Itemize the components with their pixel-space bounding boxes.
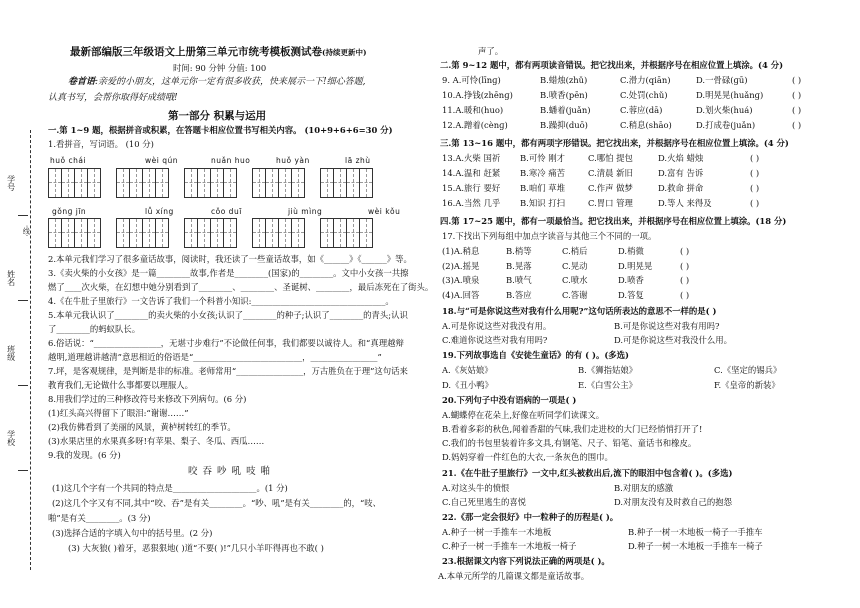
q19-option-d[interactable]: D.《丑小鸭》 [442, 380, 493, 390]
q9-title: 9.我的发现。(6 分) [48, 450, 121, 460]
choice-c[interactable]: C.胃口 管理 [588, 198, 633, 208]
section2-heading: 二.第 9~12 题中，都有两项读音错误。把它找出来，并根据序号在相应位置上填涂。(4 分) [440, 60, 784, 70]
choice-d[interactable]: D.喷香 [618, 275, 644, 285]
q22-option-b[interactable]: B.种子一树一木地板一椅子一手推车 [628, 527, 763, 537]
q1-pinyin-6: gǒnɡ jīn [52, 207, 87, 216]
exam-meta: 时间: 90 分钟 分值: 100 [173, 63, 267, 73]
choice-a[interactable]: 12.A.蹭着(cènɡ) [442, 120, 508, 130]
choice-d[interactable]: D.等人 来得及 [658, 198, 712, 208]
choice-d[interactable]: D.一骨碌(ɡū) [696, 75, 748, 85]
q21-option-c[interactable]: C.自己死里逃生的喜悦 [442, 497, 527, 507]
choice-row [442, 105, 852, 120]
choice-b[interactable]: B.躁抑(duō) [540, 120, 588, 130]
choice-row [442, 198, 852, 213]
choice-row [442, 168, 852, 183]
choice-b[interactable]: B.可怜 刚才 [520, 153, 565, 163]
choice-b[interactable]: B.晃落 [506, 260, 532, 271]
choice-row [442, 120, 852, 135]
writing-grid[interactable] [184, 168, 237, 198]
q19-title: 19.下列故事选自《安徒生童话》的有 ( )。(多选) [442, 350, 630, 360]
q1-pinyin-9: jiù mìng [288, 207, 323, 216]
choice-d[interactable]: D.梢微 [618, 246, 644, 256]
q18-option-c[interactable]: C.难道你说这些对我有用吗? [442, 335, 548, 345]
q2-line: 2.本单元我们学习了很多童话故事，阅读时，我还读了一些童话故事，如《______》《______》等。 [48, 254, 412, 264]
choice-a[interactable]: 13.A.火柴 国祈 [442, 153, 501, 163]
choice-c[interactable]: C.处罚(chǔ) [620, 90, 668, 100]
q21-title: 21.《在牛肚子里旅行》一文中,红头被救出后,流下的眼泪中包含着( )。(多选) [442, 468, 733, 478]
choice-d[interactable]: D.打成卷(juǎn) [696, 120, 756, 130]
q20-option-a[interactable]: A.蝴蝶停在花朵上,好像在听同学们读课文。 [442, 410, 605, 420]
choice-b[interactable]: B.蜡烛(zhǔ) [540, 75, 588, 85]
q20-option-d[interactable]: D.妈妈穿着一件红色的大衣,一条灰色的围巾。 [442, 452, 613, 462]
choice-b[interactable]: B.寒冷 痛苦 [520, 168, 565, 178]
binding-label-name: 姓名 [6, 270, 16, 286]
choice-c[interactable]: C.梢后 [562, 246, 588, 256]
choice-c[interactable]: C.作声 做梦 [588, 183, 633, 193]
answer-bracket[interactable]: ( ) [680, 275, 690, 285]
choice-a[interactable]: 9. A.可怜(līnɡ) [442, 75, 501, 85]
q17-title: 17.下找出下列每组中加点字读音与其他三个不同的一项。 [442, 231, 657, 241]
choice-a[interactable]: (2)A.摇晃 [442, 260, 480, 271]
preface-text-1: :亲爱的小朋友，这单元你一定有很多收获，快来展示一下!细心答题, [95, 77, 366, 87]
binding-dashed-line [30, 130, 31, 570]
q5-line-2: 了________的蚂蚁队长。 [48, 324, 141, 334]
q4-line: 4.《在牛肚子里旅行》一文告诉了我们一个科普小知识:________________________________。 [48, 296, 394, 306]
section1-heading: 一.第 1~9 题，根据拼音或积累，在答题卡相应位置书写相关内容。 (10+9+6+6=30 分) [48, 125, 393, 135]
choice-c[interactable]: C.答谢 [562, 289, 588, 300]
q18-option-d[interactable]: D.可是你说这些对我没什么用。 [614, 335, 732, 345]
choice-row [442, 75, 852, 90]
choice-row [442, 90, 852, 105]
q13-16-block [442, 153, 852, 213]
writing-grid[interactable] [116, 168, 169, 198]
part1-title: 第一部分 积累与运用 [168, 110, 267, 122]
choice-a[interactable]: (4)A.回答 [442, 289, 480, 300]
choice-b[interactable]: B.喷香(pēn) [540, 90, 588, 100]
writing-grid[interactable] [184, 218, 237, 248]
choice-c[interactable]: C.清晨 新旧 [588, 168, 633, 178]
choice-row [442, 183, 852, 198]
choice-a[interactable]: 11.A.暖和(huo) [442, 105, 504, 115]
choice-d[interactable]: D.火焰 蜡烛 [658, 153, 704, 163]
exam-title-suffix: (持续更新中) [322, 48, 367, 57]
q22-option-d[interactable]: D.种子一树一木地板一手推车一椅子 [628, 541, 763, 551]
q18-title: 18.与“可是你说这些对我有什么用呢?”这句话所表达的意思不一样的是( ) [442, 306, 717, 316]
q19-option-b[interactable]: B.《狮指姑娘》 [578, 365, 638, 375]
answer-bracket[interactable]: ( ) [750, 183, 760, 193]
q22-title: 22.《那一定会很好》中一粒种子的历程是( )。 [442, 512, 619, 522]
q20-option-b[interactable]: B.看着多彩的秋色,闻着香甜的气味,我们走进校的大门已经悄悄打开了! [442, 424, 703, 434]
answer-bracket[interactable]: ( ) [680, 260, 690, 271]
q21-option-a[interactable]: A.对这头牛的愤恨 [442, 483, 510, 493]
q22-option-a[interactable]: A.种子一树一手推车一木地板 [442, 527, 552, 537]
choice-b[interactable]: B.蟠着(juǎn) [540, 105, 591, 115]
q1-title: 1.看拼音，写词语。 (10 分) [48, 139, 154, 149]
writing-grid[interactable] [116, 218, 169, 248]
choice-b[interactable]: B.梢等 [506, 246, 532, 256]
binding-label-id: 学号 [6, 175, 16, 191]
answer-bracket[interactable]: ( ) [750, 168, 760, 178]
choice-row [442, 290, 852, 305]
q21-option-b[interactable]: B.对朋友的感激 [614, 483, 674, 493]
choice-c[interactable]: C.蓉应(dā) [620, 105, 663, 115]
q19-option-a[interactable]: A.《灰姑娘》 [442, 365, 493, 375]
answer-bracket[interactable]: ( ) [680, 246, 690, 256]
q6-line-1: 6.俗话说：“________________，无堪寸步难行”不论做任何事，我们都要以诚待人。和“真理越辩 [48, 338, 404, 348]
q3-line-1: 3.《卖火柴的小女孩》是一篇________故事,作者是________(国家)的________。文中小女孩一共擦 [48, 268, 409, 278]
choice-row [442, 261, 852, 276]
q19-option-e[interactable]: E.《白雪公主》 [578, 380, 638, 390]
q1-pinyin-10: wèi kǒu [368, 207, 401, 216]
q9-part2-line2: 啪”是有关________。(3 分) [48, 513, 151, 523]
q20-title: 20.下列句子中没有语病的一项是( ) [442, 395, 577, 405]
answer-bracket[interactable]: ( ) [792, 90, 802, 100]
choice-d[interactable]: D.答复 [618, 289, 644, 300]
q18-option-b[interactable]: B.可是你说这些对我有用吗? [614, 321, 720, 331]
choice-b[interactable]: B.知识 打扫 [520, 198, 565, 208]
choice-c[interactable]: C.哪怕 提包 [588, 153, 633, 163]
binding-tick [18, 300, 28, 301]
choice-a[interactable]: 14.A.温和 赶紧 [442, 168, 501, 178]
q7-line-2: 教育我们,无论做什么事都要以理服人。 [48, 380, 194, 390]
q17-block [442, 246, 852, 304]
q19-option-f[interactable]: F.《皇帝的新装》 [714, 380, 780, 390]
answer-bracket[interactable]: ( ) [680, 289, 690, 300]
q20-option-c[interactable]: C.我们的书包里装着许多文具,有钢笔、尺子、铅笔、童话书和橡皮。 [442, 438, 697, 448]
section3-heading: 三.第 13~16 题中，都有两项字形错误。把它找出来，并根据序号在相应位置上填涂。(4 分) [440, 138, 789, 148]
writing-grid[interactable] [320, 168, 373, 198]
answer-bracket[interactable]: ( ) [792, 120, 802, 130]
answer-bracket[interactable]: ( ) [792, 105, 802, 115]
choice-d[interactable]: D.救命 拼命 [658, 183, 704, 193]
choice-b[interactable]: B.喷气 [506, 275, 532, 285]
preface-label: 卷首语 [68, 77, 96, 87]
choice-d[interactable]: D.明晃晃 [618, 260, 653, 271]
q18-option-a[interactable]: A.可是你说这些对我没有用。 [442, 321, 552, 331]
q8-sentence-3: (3)水果店里的水果真多呀!有苹果、梨子、冬瓜、西瓜…… [48, 436, 265, 446]
choice-a[interactable]: 16.A.当然 几乎 [442, 198, 501, 208]
choice-c[interactable]: C.喷水 [562, 275, 588, 285]
choice-c[interactable]: C.滑力(qiān) [620, 75, 671, 85]
choice-d[interactable]: D.划火柴(huá) [696, 105, 753, 115]
choice-c[interactable]: C.晃动 [562, 260, 588, 271]
choice-row [442, 153, 852, 168]
choice-row [442, 246, 852, 261]
q1-pinyin-3: nuǎn huo [211, 156, 251, 165]
q9-part1: (1)这几个字有一个共同的特点是____________________。(1 分) [52, 483, 288, 493]
q5-line-1: 5.本单元我认识了________的卖火柴的小女孩;认识了________的种子;认识了________的青头;认识 [48, 310, 408, 320]
binding-label-class: 班级 [6, 345, 16, 361]
writing-grid[interactable] [48, 218, 101, 248]
choice-b[interactable]: B.咱们 草堆 [520, 183, 565, 193]
choice-d[interactable]: D.明晃晃(huǎnɡ) [696, 90, 764, 100]
choice-a[interactable]: (1)A.稍息 [442, 246, 480, 256]
binding-label-school: 学校 [6, 430, 16, 446]
exam-title-text: 最新部编版三年级语文上册第三单元市统考模板测试卷 [70, 46, 322, 58]
q3-line-2: 燃了____次火柴，在幻想中她分别看到了________、________、圣诞树、________，最后冻死在了街头。 [48, 282, 434, 292]
choice-row [442, 275, 852, 290]
writing-grid[interactable] [320, 218, 373, 248]
choice-b[interactable]: B.答应 [506, 289, 532, 300]
q1-pinyin-1: huǒ chái [50, 156, 87, 165]
choice-c[interactable]: C.稍息(shāo) [620, 120, 672, 130]
writing-grid[interactable] [252, 168, 305, 198]
binding-tick [18, 385, 28, 386]
choice-a[interactable]: 15.A.旅行 要好 [442, 183, 501, 193]
q21-option-d[interactable]: D.对朋友没有及时救自己的抱怨 [614, 497, 732, 507]
q1-pinyin-5: lā zhù [345, 156, 371, 165]
q19-option-c[interactable]: C.《坚定的锡兵》 [714, 365, 782, 375]
binding-tick [18, 215, 28, 216]
answer-bracket[interactable]: ( ) [750, 198, 760, 208]
choice-a[interactable]: 10.A.挣钱(zhēnɡ) [442, 90, 513, 100]
exam-title [70, 46, 367, 59]
q1-pinyin-8: cǒo duī [211, 207, 242, 216]
q9-part3-title: (3)选择合适的字填入句中的括号里。(2 分) [52, 528, 213, 538]
answer-bracket[interactable]: ( ) [792, 75, 802, 85]
writing-grid[interactable] [48, 168, 101, 198]
q1-pinyin-4: huǒ yàn [276, 156, 310, 165]
binding-line-mark: ·线· [22, 225, 31, 237]
q22-option-c[interactable]: C.种子一树一手推车一木地板一椅子 [442, 541, 577, 551]
q9-part2-line1: (2)这几个字又有不同,其中“咬、吞”是有关________。“吵、吼”是有关________的，“吱、 [52, 498, 382, 508]
binding-strip [0, 0, 46, 608]
q8-sentence-2: (2)我仿佛看到了美丽的风景，黄栌树转红的季节。 [48, 422, 236, 432]
q1-pinyin-2: wèi qún [145, 156, 178, 165]
q9-characters: 咬 吞 吵 吼 吱 啪 [188, 466, 272, 477]
preface-line-2: 认真书写，会帮你取得好成绩哦! [48, 93, 178, 103]
q7-line-1: 7.坪，是客观规律，是判断是非的标准。老师常用“________________，万古胜负在于理”这句话来 [48, 366, 408, 376]
q23-option-a[interactable]: A.本单元所学的几篇课文都是童话故事。 [438, 571, 590, 581]
carryover-text: 声了。 [478, 46, 504, 56]
q6-line-2: 越明,道理越讲越清”意思相近的俗语是“__________________________，________________” [48, 352, 382, 362]
q9-part3-sentence: (3) 大灰狼( )着牙，恶狠狠地( )道“不要( )!”几只小羊吓得再也不敢( ) [68, 543, 324, 553]
choice-a[interactable]: (3)A.喷泉 [442, 275, 480, 285]
q8-title: 8.用我们学过的三种修改符号来修改下列病句。(6 分) [48, 394, 247, 404]
choice-d[interactable]: D.富有 告诉 [658, 168, 704, 178]
preface-line-1 [68, 77, 366, 88]
binding-tick [18, 470, 28, 471]
answer-bracket[interactable]: ( ) [750, 153, 760, 163]
q8-sentence-1: (1)红头高兴得留下了眼泪:“谢谢……” [48, 408, 189, 418]
section4-heading: 四.第 17~25 题中，都有一项最恰当。把它找出来，并根据序号在相应位置上填涂。(18 分) [440, 216, 787, 226]
q23-title: 23.根据课文内容下列说法正确的两项是( )。 [442, 556, 610, 566]
writing-grid[interactable] [252, 218, 305, 248]
q9-12-block [442, 75, 852, 135]
q1-pinyin-7: lǚ xíng [145, 207, 174, 216]
